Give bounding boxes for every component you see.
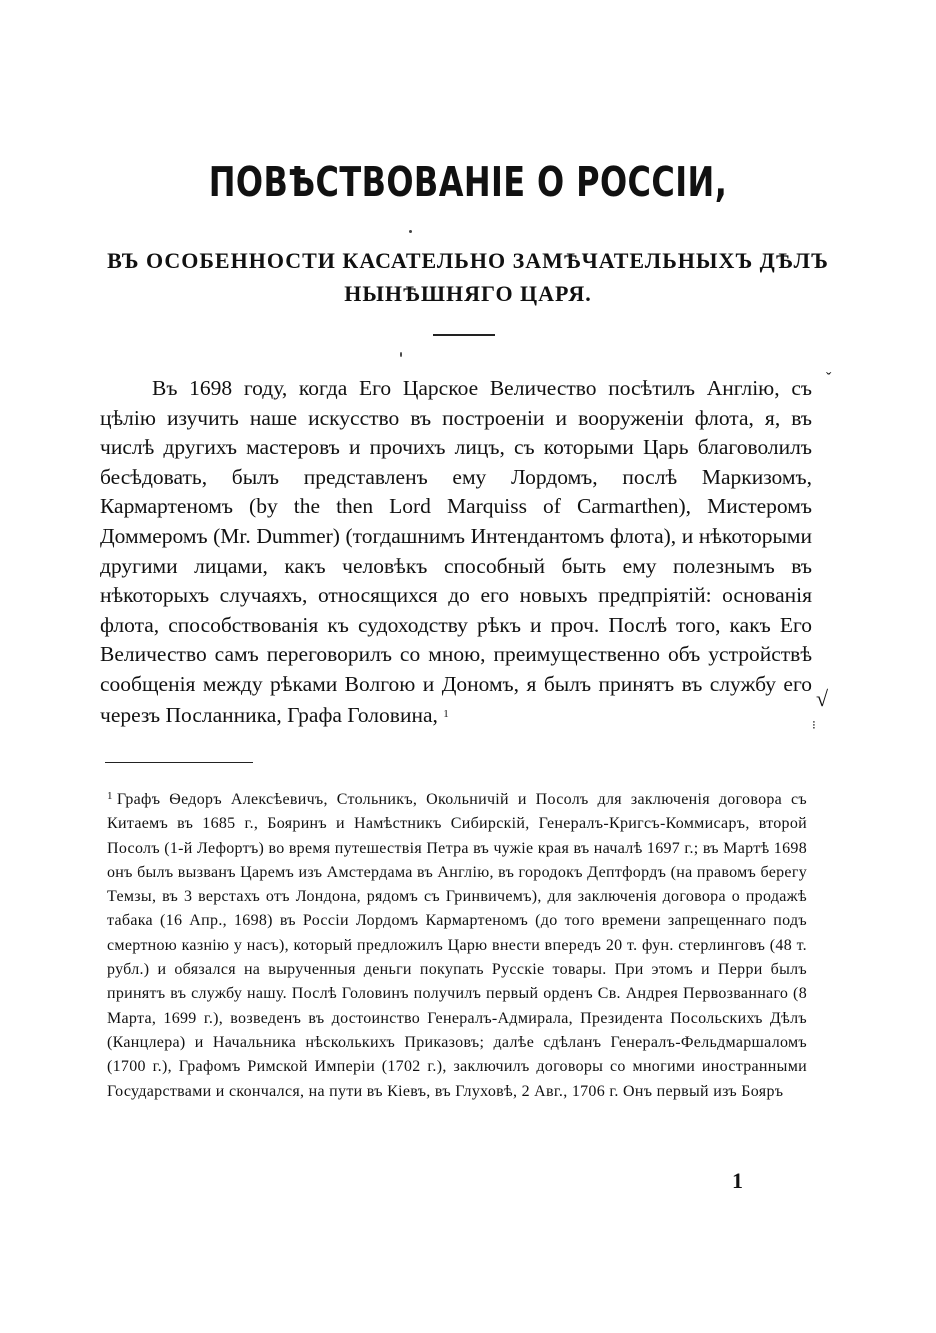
footnote — [107, 784, 807, 1104]
page-title: ПОВѢСТВОВАНІЕ О РОССІИ, — [208, 158, 728, 206]
footnote-divider — [105, 762, 253, 763]
footnote-reference: 1 — [443, 707, 449, 720]
margin-mark-top: ˇ — [826, 370, 832, 387]
footnote-text: Графъ Ѳедоръ Алексѣевичъ, Стольникъ, Окольничій и Посолъ для заключенія договора съ Китаемъ въ 1685 г., Бояринъ и Намѣстникъ Сибирскій, Генералъ-Кригсъ-Коммисаръ, второй Посолъ (1-й Лефортъ) во время путешествія Петра въ чужіе края въ началѣ 1697 г.; въ Мартѣ 1698 онъ былъ вызванъ Царемъ изъ Амстердама въ Англію, въ городокъ Дептфордъ (на правомъ берегу Темзы, въ 3 верстахъ отъ Лондона, рядомъ съ Гринвичемъ), для заключенія договора о продажѣ табака (16 Апр., 1698) въ Россіи Лордомъ Кармартеномъ (до того времени запрещеннаго подъ смертною казнію у насъ), который предложилъ Царю внести впередъ 20 т. фун. стерлинговъ (48 т. рубл.) и обязался на вырученныя деньги покупать Русскіе товары. При этомъ и Перри былъ принятъ въ службу нашу. Послѣ Головинъ получилъ первый орденъ Св. Андрея Первозваннаго (8 Марта, 1699 г.), возведенъ въ достоинство Генералъ-Адмирала, Президента Посольскихъ Дѣлъ (Канцлера) и Начальника нѣсколькихъ Приказовъ; далѣе сдѣланъ Генералъ-Фельдмаршаломъ (1700 г.), Графомъ Римской Имперіи (1702 г.), заключилъ договоры со многими иностранными Государствами и скончался, на пути въ Кіевъ, въ Глуховѣ, 2 Авг., 1706 г. Онъ первый изъ Бояръ — [107, 791, 807, 1100]
stray-ink-dot — [409, 230, 412, 233]
margin-mark-small: ⁝ — [812, 718, 816, 732]
stray-ink-dot — [400, 352, 402, 357]
subtitle: ВЪ ОСОБЕННОСТИ КАСАТЕЛЬНО ЗАМѢЧАТЕЛЬНЫХЪ ДѢЛЪ НЫНѢШНЯГО ЦАРЯ. — [107, 248, 829, 306]
footnote-marker: 1 — [107, 790, 113, 802]
body-paragraph — [100, 374, 812, 730]
body-text: Въ 1698 году, когда Его Царское Величество посѣтилъ Англію, съ цѣлію изучить наше искусство въ построеніи и вооруженіи флота, я, въ числѣ другихъ мастеровъ и прочихъ лицъ, съ которыми Царь благоволилъ бесѣдовать, былъ представленъ ему Лордомъ, послѣ Маркизомъ, Кармартеномъ (by the then Lord Marquiss of Carmarthen), Мистеромъ Доммеромъ (Mr. Dummer) (тогдашнимъ Интендантомъ флота), и нѣкоторыми другими лицами, какъ человѣкъ способный быть ему полезнымъ въ нѣкоторыхъ случаяхъ, относящихся до его новыхъ предпріятій: основанія флота, способствованія къ судоходству рѣкъ и проч. Послѣ того, какъ Его Величество самъ переговорилъ со мною, преимущественно объ устройствѣ сообщенія между рѣками Волгою и Дономъ, я былъ принятъ въ службу его черезъ Посланника, Графа Головина, — [100, 376, 812, 727]
page-number: 1 — [732, 1168, 743, 1193]
title-divider — [433, 334, 495, 336]
margin-check-mark: √ — [816, 686, 829, 711]
